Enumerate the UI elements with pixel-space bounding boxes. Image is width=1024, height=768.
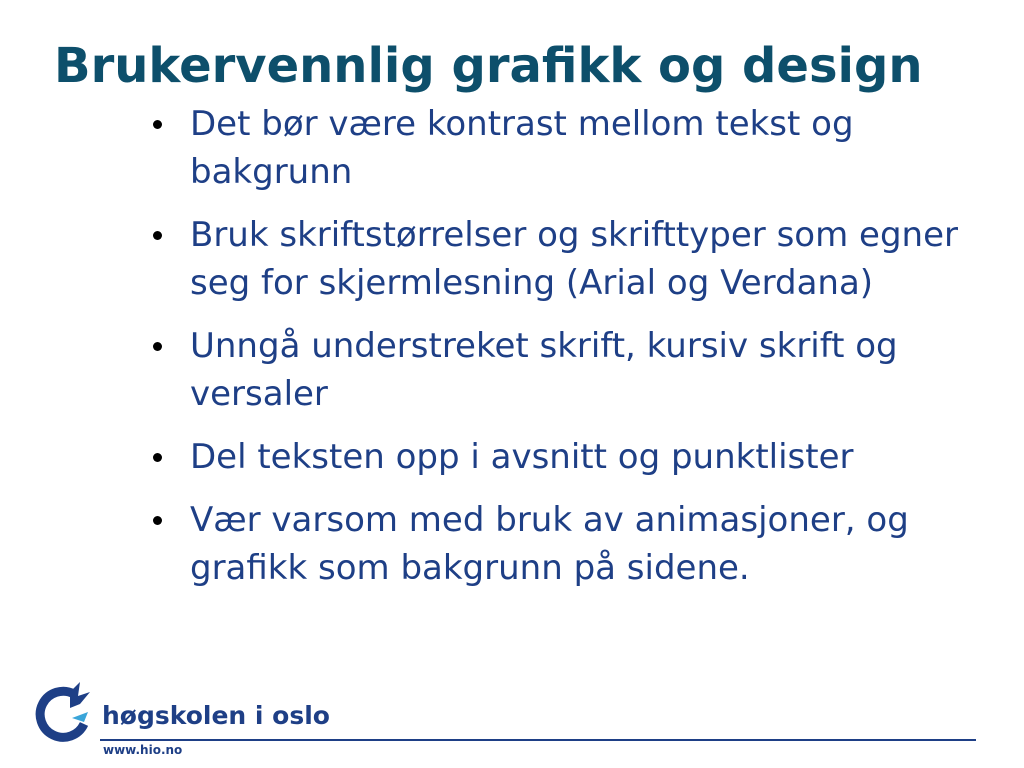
bullet-dot-icon bbox=[153, 453, 162, 462]
hio-logo-icon bbox=[34, 678, 98, 742]
bullet-dot-icon bbox=[153, 516, 162, 525]
bullet-list bbox=[150, 100, 970, 607]
bullet-dot-icon bbox=[153, 120, 162, 129]
bullet-text: Bruk skriftstørrelser og skrifttyper som egner seg for skjermlesning (Arial og Verdana) bbox=[190, 215, 958, 303]
bullet-text: Vær varsom med bruk av animasjoner, og grafikk som bakgrunn på sidene. bbox=[190, 500, 909, 588]
bullet-dot-icon bbox=[153, 231, 162, 240]
bullet-text: Det bør være kontrast mellom tekst og bakgrunn bbox=[190, 104, 854, 192]
bullet-item bbox=[150, 322, 970, 418]
bullet-item bbox=[150, 100, 970, 196]
website-url: www.hio.no bbox=[103, 743, 183, 757]
slide-title: Brukervennlig grafikk og design bbox=[54, 38, 923, 94]
bullet-item bbox=[150, 211, 970, 307]
bullet-item bbox=[150, 433, 970, 481]
bullet-item bbox=[150, 496, 970, 592]
logo-wordmark: høgskolen i oslo bbox=[102, 701, 330, 730]
bullet-text: Unngå understreket skrift, kursiv skrift og versaler bbox=[190, 326, 898, 414]
bullet-dot-icon bbox=[153, 342, 162, 351]
footer-divider bbox=[100, 739, 976, 741]
bullet-text: Del teksten opp i avsnitt og punktlister bbox=[190, 437, 854, 477]
